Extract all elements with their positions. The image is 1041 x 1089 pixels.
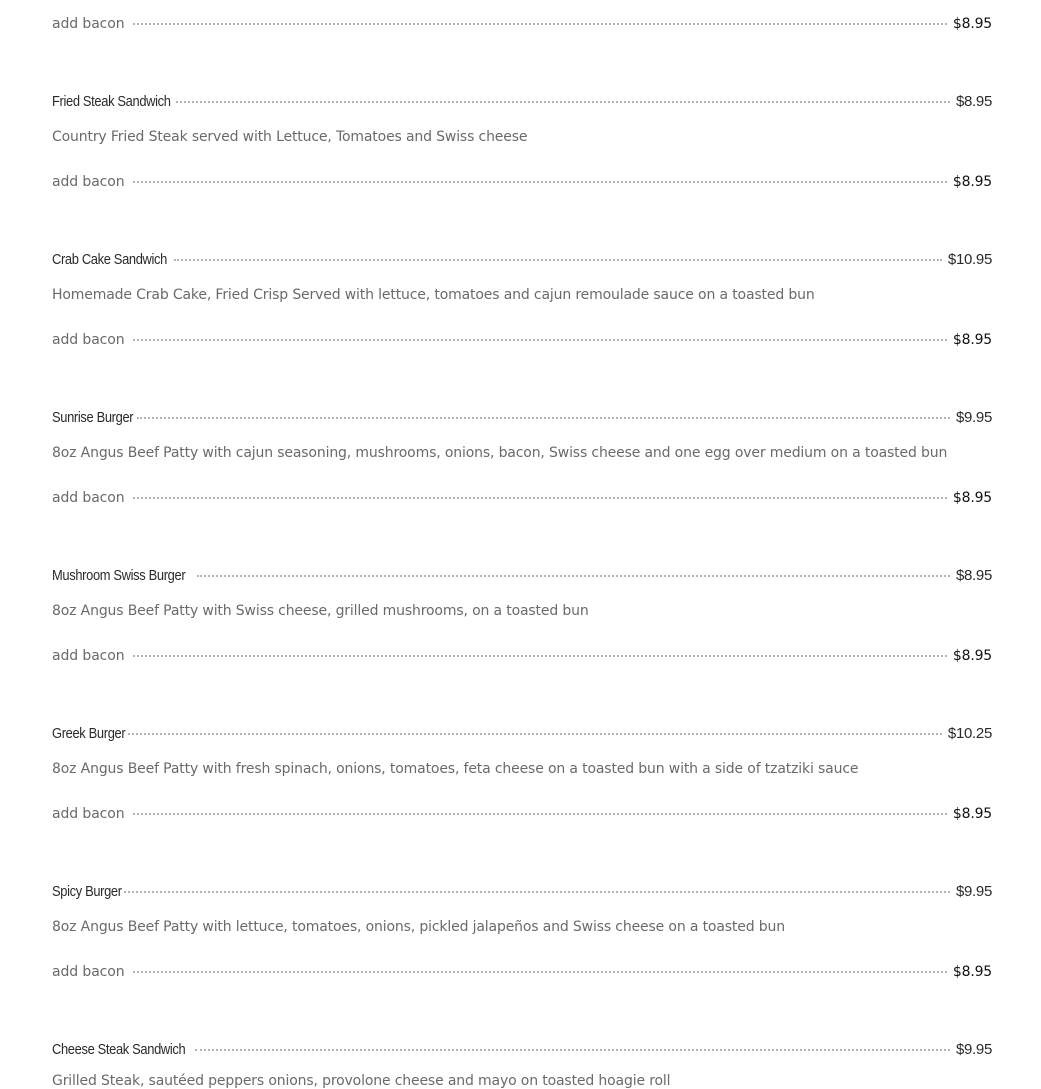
dot-leader — [128, 733, 942, 735]
addon-name: add bacon — [52, 964, 125, 980]
addon-name: add bacon — [52, 806, 125, 822]
addon-price: $8.95 — [952, 16, 992, 32]
dot-leader — [176, 101, 950, 103]
item-name: Mushroom Swiss Burger — [52, 567, 186, 584]
item-description: Grilled Steak, sautéed peppers onions, provolone cheese and mayo on toasted hoagie roll — [52, 1073, 671, 1089]
addon-row — [52, 332, 992, 348]
menu-item-row — [52, 93, 992, 111]
item-price: $8.95 — [955, 93, 992, 110]
addon-name: add bacon — [52, 332, 125, 348]
addon-price: $8.95 — [952, 332, 992, 348]
item-description: 8oz Angus Beef Patty with fresh spinach, onions, tomatoes, feta cheese on a toasted bun with a side of tzatziki sauce — [52, 761, 859, 777]
addon-row — [52, 648, 992, 664]
item-description: Homemade Crab Cake, Fried Crisp Served with lettuce, tomatoes and cajun remoulade sauce on a toasted bun — [52, 287, 815, 303]
addon-price: $8.95 — [952, 648, 992, 664]
dot-leader — [137, 417, 950, 419]
item-description: 8oz Angus Beef Patty with lettuce, tomatoes, onions, pickled jalapeños and Swiss cheese on a toasted bun — [52, 919, 785, 935]
item-price: $8.95 — [955, 567, 992, 584]
addon-name: add bacon — [52, 16, 125, 32]
addon-row — [52, 16, 992, 32]
addon-price: $8.95 — [952, 806, 992, 822]
dot-leader — [195, 1049, 950, 1051]
addon-row — [52, 806, 992, 822]
item-price: $9.95 — [955, 409, 992, 426]
addon-price: $8.95 — [952, 490, 992, 506]
dot-leader — [133, 339, 947, 341]
menu-item-row — [52, 251, 992, 269]
menu-item-row — [52, 567, 992, 585]
addon-name: add bacon — [52, 174, 125, 190]
item-name: Crab Cake Sandwich — [52, 251, 167, 268]
addon-price: $8.95 — [952, 174, 992, 190]
item-price: $9.95 — [955, 1041, 992, 1058]
item-price: $10.95 — [947, 251, 992, 268]
addon-row — [52, 964, 992, 980]
menu-item-row — [52, 725, 992, 743]
dot-leader — [133, 497, 947, 499]
menu-item-row — [52, 1041, 992, 1059]
item-price: $9.95 — [955, 883, 992, 900]
item-name: Greek Burger — [52, 725, 126, 742]
item-price: $10.25 — [947, 725, 992, 742]
dot-leader — [133, 813, 947, 815]
menu-item-row — [52, 409, 992, 427]
dot-leader — [133, 971, 947, 973]
dot-leader — [133, 23, 947, 25]
item-description: Country Fried Steak served with Lettuce, Tomatoes and Swiss cheese — [52, 129, 528, 145]
addon-name: add bacon — [52, 490, 125, 506]
addon-price: $8.95 — [952, 964, 992, 980]
item-name: Cheese Steak Sandwich — [52, 1041, 186, 1058]
dot-leader — [124, 891, 950, 893]
addon-name: add bacon — [52, 648, 125, 664]
addon-row — [52, 174, 992, 190]
dot-leader — [174, 259, 942, 261]
dot-leader — [197, 575, 950, 577]
addon-row — [52, 490, 992, 506]
item-name: Sunrise Burger — [52, 409, 134, 426]
item-name: Spicy Burger — [52, 883, 122, 900]
item-description: 8oz Angus Beef Patty with Swiss cheese, grilled mushrooms, on a toasted bun — [52, 603, 589, 619]
dot-leader — [133, 655, 947, 657]
dot-leader — [133, 181, 947, 183]
item-description: 8oz Angus Beef Patty with cajun seasoning, mushrooms, onions, bacon, Swiss cheese and one egg over medium on a toasted bun — [52, 445, 948, 461]
item-name: Fried Steak Sandwich — [52, 93, 171, 110]
menu-item-row — [52, 883, 992, 901]
